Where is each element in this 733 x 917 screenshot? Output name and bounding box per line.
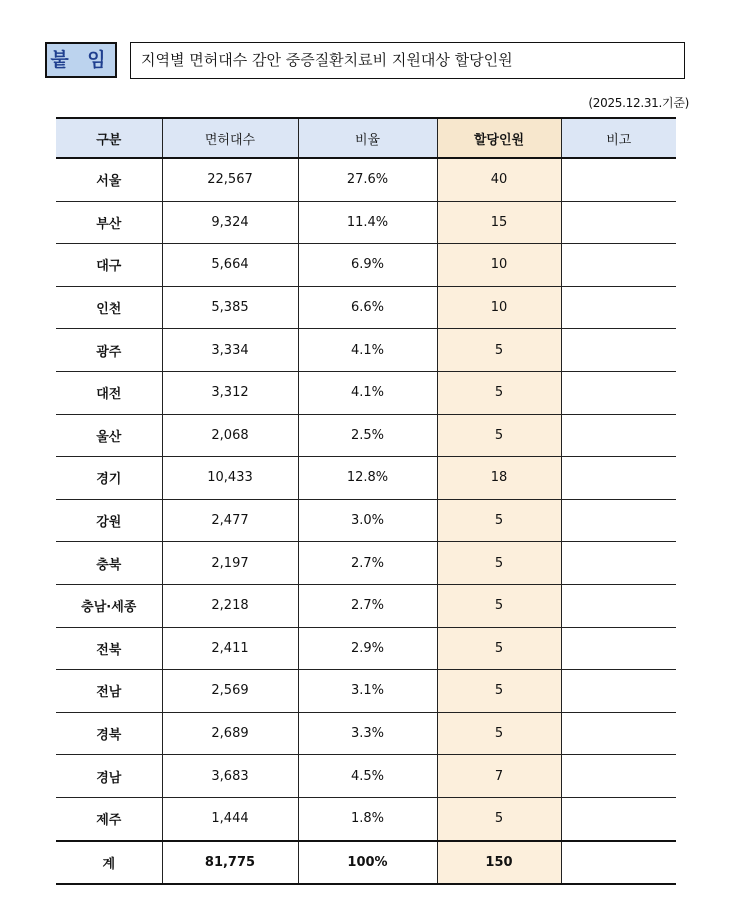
cell-allocation: 5 xyxy=(437,414,561,457)
cell-allocation: 5 xyxy=(437,499,561,542)
cell-ratio: 3.3% xyxy=(298,712,437,755)
total-allocation: 150 xyxy=(437,841,561,885)
cell-note xyxy=(561,542,676,585)
cell-ratio: 11.4% xyxy=(298,201,437,244)
total-label: 계 xyxy=(56,841,162,885)
cell-licenses: 9,324 xyxy=(162,201,298,244)
table-row xyxy=(56,414,676,457)
cell-ratio: 2.7% xyxy=(298,542,437,585)
cell-note xyxy=(561,158,676,201)
cell-ratio: 3.0% xyxy=(298,499,437,542)
cell-region: 울산 xyxy=(56,414,162,457)
table-header-row xyxy=(56,118,676,158)
cell-note xyxy=(561,627,676,670)
cell-allocation: 10 xyxy=(437,244,561,287)
cell-region: 충북 xyxy=(56,542,162,585)
cell-licenses: 2,218 xyxy=(162,584,298,627)
table-row xyxy=(56,712,676,755)
cell-note xyxy=(561,755,676,798)
cell-note xyxy=(561,670,676,713)
header-ratio: 비율 xyxy=(298,118,437,158)
cell-region: 인천 xyxy=(56,286,162,329)
cell-ratio: 2.9% xyxy=(298,627,437,670)
cell-region: 부산 xyxy=(56,201,162,244)
cell-allocation: 5 xyxy=(437,584,561,627)
cell-licenses: 5,385 xyxy=(162,286,298,329)
cell-region: 전남 xyxy=(56,670,162,713)
cell-region: 충남·세종 xyxy=(56,584,162,627)
cell-licenses: 2,569 xyxy=(162,670,298,713)
cell-note xyxy=(561,329,676,372)
cell-region: 광주 xyxy=(56,329,162,372)
cell-licenses: 3,334 xyxy=(162,329,298,372)
cell-ratio: 3.1% xyxy=(298,670,437,713)
cell-ratio: 1.8% xyxy=(298,797,437,840)
cell-allocation: 15 xyxy=(437,201,561,244)
cell-note xyxy=(561,499,676,542)
total-licenses: 81,775 xyxy=(162,841,298,885)
basis-date: (2025.12.31.기준) xyxy=(588,96,689,110)
cell-licenses: 22,567 xyxy=(162,158,298,201)
cell-allocation: 10 xyxy=(437,286,561,329)
table-row xyxy=(56,244,676,287)
header-licenses: 면허대수 xyxy=(162,118,298,158)
cell-licenses: 2,477 xyxy=(162,499,298,542)
cell-allocation: 18 xyxy=(437,457,561,500)
allocation-table xyxy=(56,117,676,885)
cell-licenses: 2,689 xyxy=(162,712,298,755)
cell-ratio: 12.8% xyxy=(298,457,437,500)
cell-region: 대전 xyxy=(56,371,162,414)
table-row xyxy=(56,371,676,414)
table-row xyxy=(56,584,676,627)
cell-ratio: 6.6% xyxy=(298,286,437,329)
cell-ratio: 2.7% xyxy=(298,584,437,627)
cell-region: 전북 xyxy=(56,627,162,670)
table-row xyxy=(56,755,676,798)
cell-ratio: 2.5% xyxy=(298,414,437,457)
cell-ratio: 6.9% xyxy=(298,244,437,287)
cell-licenses: 5,664 xyxy=(162,244,298,287)
cell-allocation: 5 xyxy=(437,627,561,670)
cell-note xyxy=(561,286,676,329)
cell-allocation: 5 xyxy=(437,712,561,755)
cell-note xyxy=(561,414,676,457)
table-row xyxy=(56,457,676,500)
total-note xyxy=(561,841,676,885)
header-note: 비고 xyxy=(561,118,676,158)
cell-region: 대구 xyxy=(56,244,162,287)
cell-note xyxy=(561,244,676,287)
header-region: 구분 xyxy=(56,118,162,158)
cell-region: 경기 xyxy=(56,457,162,500)
table-row xyxy=(56,499,676,542)
header-allocation: 할당인원 xyxy=(437,118,561,158)
cell-note xyxy=(561,201,676,244)
cell-region: 서울 xyxy=(56,158,162,201)
cell-licenses: 10,433 xyxy=(162,457,298,500)
cell-licenses: 2,068 xyxy=(162,414,298,457)
table-row xyxy=(56,329,676,372)
cell-allocation: 5 xyxy=(437,797,561,840)
table-row xyxy=(56,797,676,840)
cell-licenses: 2,411 xyxy=(162,627,298,670)
table-total-row xyxy=(56,841,676,885)
cell-allocation: 40 xyxy=(437,158,561,201)
cell-note xyxy=(561,712,676,755)
cell-allocation: 5 xyxy=(437,542,561,585)
cell-allocation: 5 xyxy=(437,329,561,372)
attachment-label: 붙 임 xyxy=(45,42,117,78)
cell-ratio: 4.1% xyxy=(298,329,437,372)
total-ratio: 100% xyxy=(298,841,437,885)
cell-licenses: 1,444 xyxy=(162,797,298,840)
title-row xyxy=(45,42,685,80)
table-row xyxy=(56,542,676,585)
table-row xyxy=(56,627,676,670)
cell-licenses: 3,312 xyxy=(162,371,298,414)
cell-region: 경북 xyxy=(56,712,162,755)
table-row xyxy=(56,670,676,713)
cell-ratio: 4.5% xyxy=(298,755,437,798)
table-body xyxy=(56,158,676,884)
cell-ratio: 27.6% xyxy=(298,158,437,201)
cell-region: 경남 xyxy=(56,755,162,798)
table-row xyxy=(56,158,676,201)
cell-note xyxy=(561,797,676,840)
cell-note xyxy=(561,584,676,627)
cell-note xyxy=(561,457,676,500)
cell-ratio: 4.1% xyxy=(298,371,437,414)
cell-region: 제주 xyxy=(56,797,162,840)
cell-allocation: 7 xyxy=(437,755,561,798)
cell-licenses: 2,197 xyxy=(162,542,298,585)
cell-allocation: 5 xyxy=(437,670,561,713)
document-title: 지역별 면허대수 감안 중증질환치료비 지원대상 할당인원 xyxy=(130,42,685,79)
cell-region: 강원 xyxy=(56,499,162,542)
cell-allocation: 5 xyxy=(437,371,561,414)
cell-licenses: 3,683 xyxy=(162,755,298,798)
table-row xyxy=(56,286,676,329)
table-row xyxy=(56,201,676,244)
cell-note xyxy=(561,371,676,414)
